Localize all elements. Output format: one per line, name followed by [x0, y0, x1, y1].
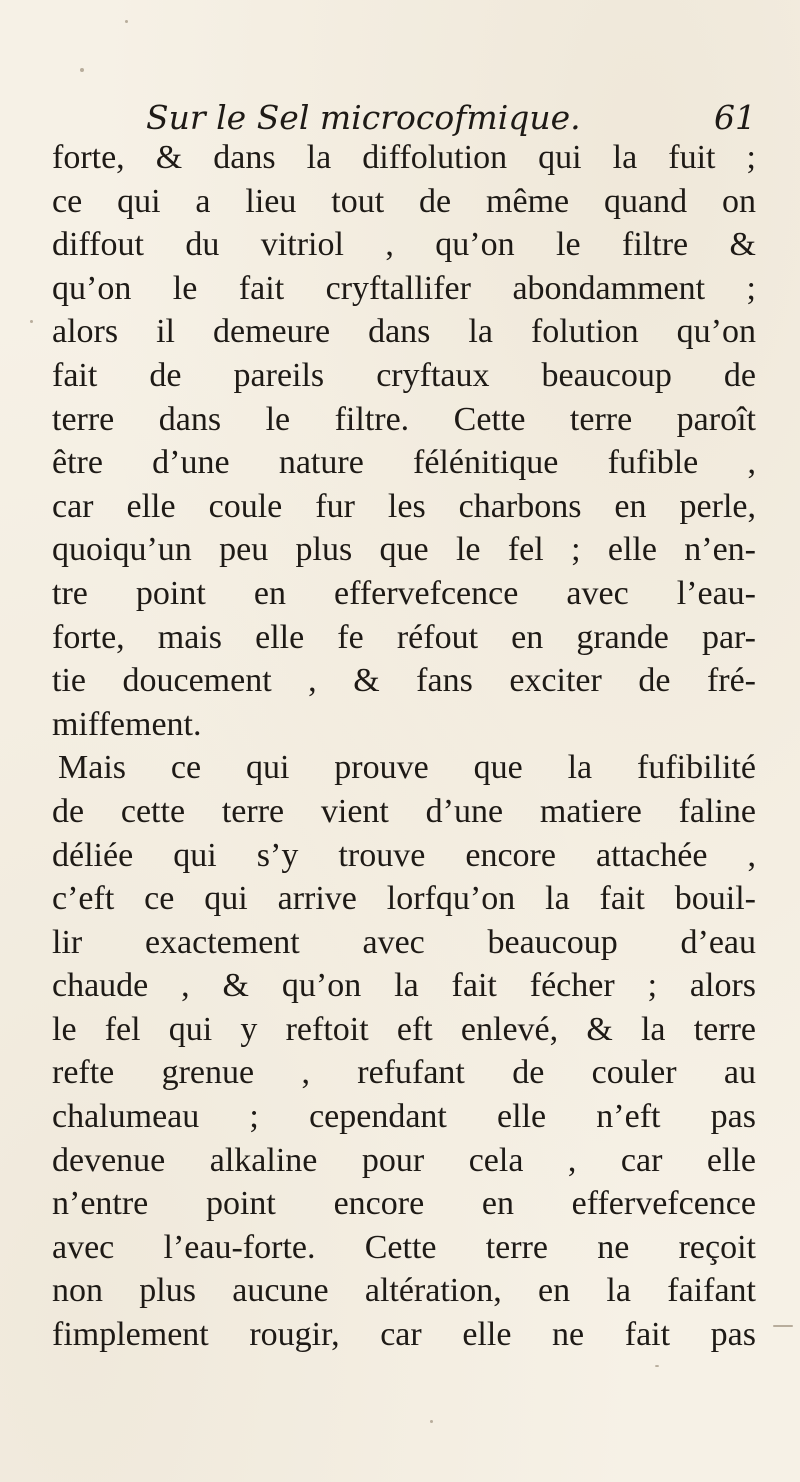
text-line: refte grenue , refufant de couler au: [52, 1054, 756, 1092]
text-line: être d’une nature félénitique fufible ,: [52, 444, 756, 482]
paper-speck: [773, 1325, 793, 1327]
page-header: [146, 96, 756, 140]
text-line: forte, & dans la diffolution qui la fuit ;: [52, 139, 756, 176]
paper-speck: [30, 320, 33, 323]
text-line: fimplement rougir, car elle ne fait pas: [52, 1316, 756, 1354]
text-line: qu’on le fait cryftallifer abondamment ;: [52, 269, 756, 307]
text-line: le fel qui y reftoit eft enlevé, & la terre: [52, 1010, 756, 1048]
text-line: car elle coule fur les charbons en perle,: [52, 487, 756, 525]
paper-speck: [125, 20, 128, 23]
paper-speck: [80, 68, 84, 72]
text-line: avec l’eau-forte. Cette terre ne reçoit: [52, 1228, 756, 1266]
text-line: forte, mais elle fe réfout en grande par-: [52, 618, 756, 656]
paper-speck: [655, 1365, 659, 1367]
body-text: [52, 136, 756, 1357]
text-line: miffement.: [52, 705, 202, 743]
text-line: tie doucement , & fans exciter de fré-: [52, 662, 756, 700]
text-line: chalumeau ; cependant elle n’eft pas: [52, 1098, 756, 1136]
text-line: c’eft ce qui arrive lorfqu’on la fait bouil-: [52, 880, 756, 918]
paper-speck: [430, 1420, 433, 1423]
text-line: devenue alkaline pour cela , car elle: [52, 1141, 756, 1179]
text-line: n’entre point encore en effervefcence: [52, 1185, 756, 1223]
text-line: alors il demeure dans la folution qu’on: [52, 313, 756, 351]
page-number: 61: [714, 98, 756, 137]
text-line: terre dans le filtre. Cette terre paroît: [52, 400, 756, 438]
text-line: diffout du vitriol , qu’on le filtre &: [52, 226, 756, 264]
text-line: non plus aucune altération, en la faifant: [52, 1272, 756, 1310]
text-line: de cette terre vient d’une matiere faline: [52, 792, 756, 830]
text-line: tre point en effervefcence avec l’eau-: [52, 574, 756, 612]
text-line: lir exactement avec beaucoup d’eau: [52, 923, 756, 961]
text-line: ce qui a lieu tout de même quand on: [52, 182, 756, 220]
text-line: fait de pareils cryftaux beaucoup de: [52, 356, 756, 394]
running-title: Sur le Sel microcofmique.: [146, 98, 581, 137]
text-line: quoiqu’un peu plus que le fel ; elle n’en-: [52, 531, 756, 569]
text-line: déliée qui s’y trouve encore attachée ,: [52, 836, 756, 874]
text-line: chaude , & qu’on la fait fécher ; alors: [52, 967, 756, 1005]
paragraph-first-line: Mais ce qui prouve que la fufibilité: [58, 749, 756, 787]
